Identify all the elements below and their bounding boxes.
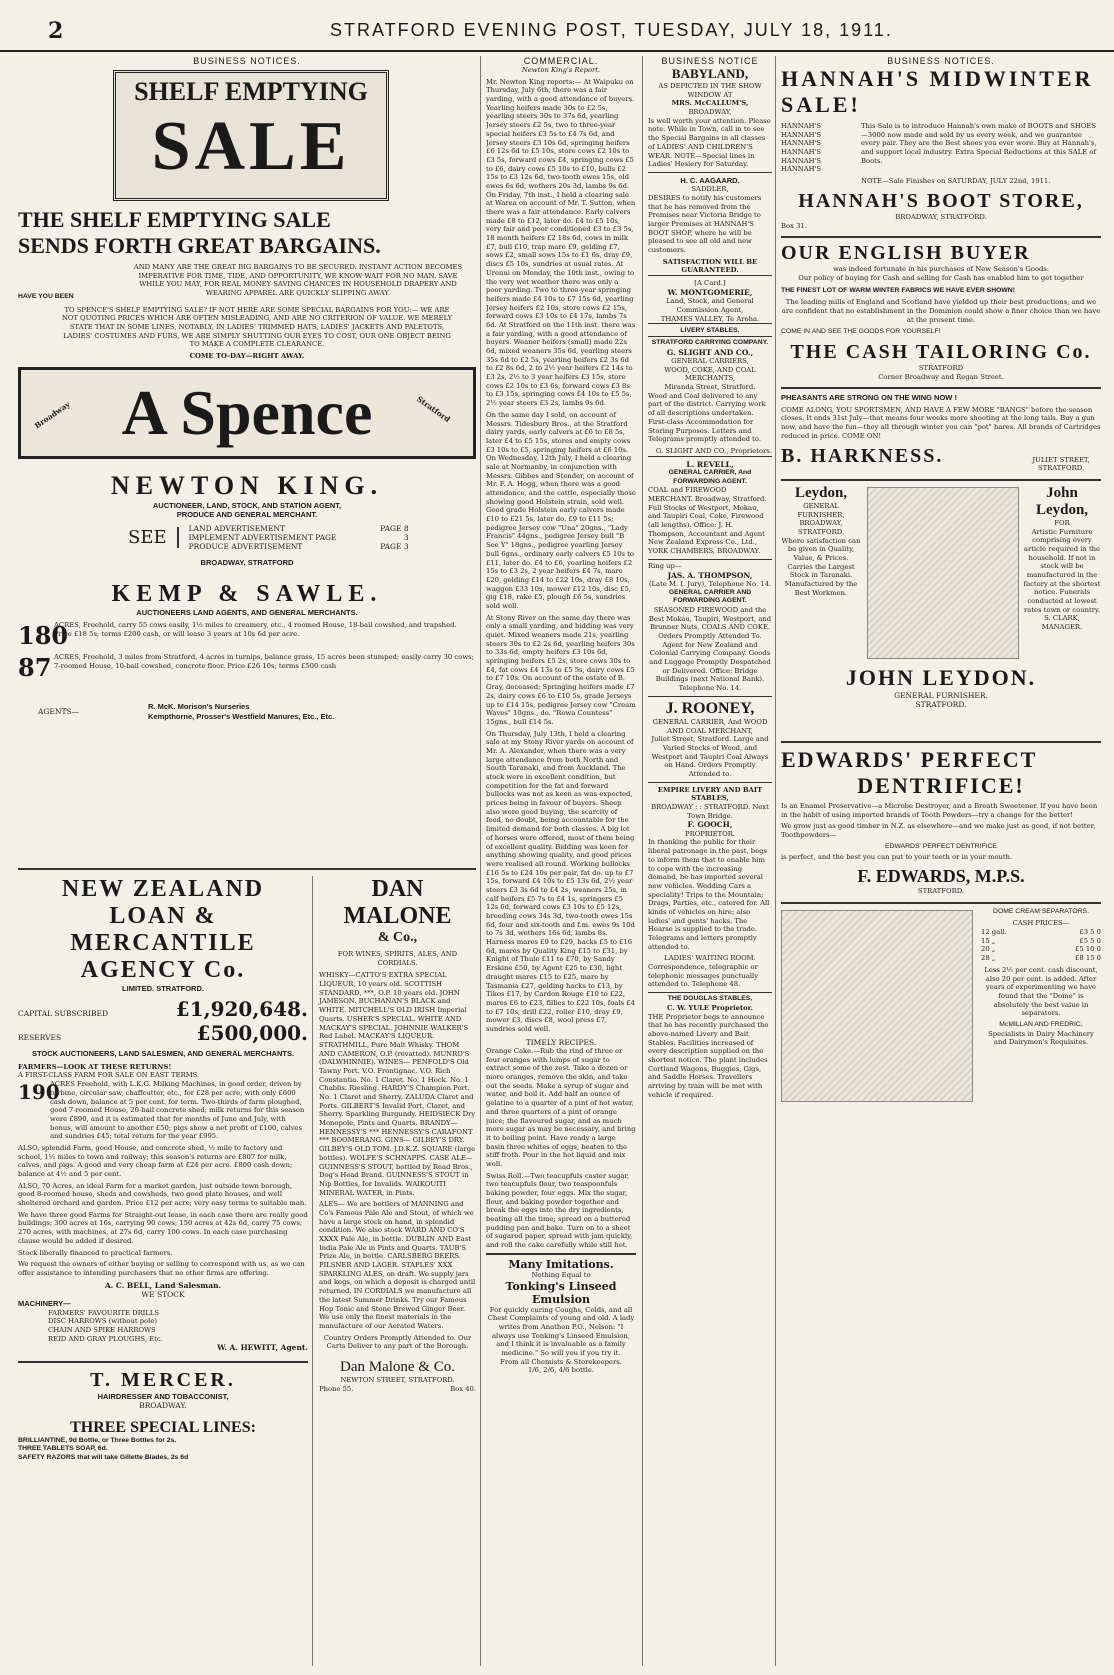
report-paragraph: At Stony River on the same day there was only a small yarding, and bidding was very quiet. Mixed weaners made 21s, yearling steers 30s to £2 2s 6d, yearling heifers 30s to 33s 6d, empty heifers £3 10s 6d, springing heifers £5 2s, store cows 30s to £4, fat cows £4 13s to £5 5s, dairy cows £5 to £7 10s. On account of the estate of B. Gray, deceased: Springing heifers made £7 2s, dairy cows £6 to £10 5s, grade Jerseys up to £14 15s, pedigree Jersey cow "Cream Waves" 10gns., do. "Rowa Countess" 15gns., bull £14 5s.: [486, 613, 636, 726]
column-rule: [775, 56, 776, 1666]
first-class-farm: A FIRST-CLASS FARM FOR SALE ON EAST TERMS.: [18, 1071, 200, 1080]
headline-shelf-sale: THE SHELF EMPTYING SALE: [18, 207, 331, 232]
edwards-sub: EDWARDS' PERFECT DENTRIFICE: [885, 842, 997, 850]
nzl-block: [18, 876, 308, 1666]
leydon-right-2: Leydon,: [1035, 501, 1089, 518]
sale-text-1: AND MANY ARE THE GREAT BIG BARGAINS TO BE SECURED. INSTANT ACTION BECOMES IMPERATIVE FOR TIME, TIDE, AND OPPORTUNITY, WE KNOW WAIT FOR NO MAN. SAVE WHILE YOU MAY, FOR REAL MONEY SAVING CHANCES IN HOUSEHOLD DRAPERY AND WEARING APPAREL ARE QUICKLY SLIPPING AWAY.: [133, 263, 463, 298]
buyer-text-1: was indeed fortunate in his purchases of New Season's Goods.: [832, 265, 1050, 274]
lot-number: 190: [18, 1080, 60, 1105]
john-leydon-sub: GENERAL FURNISHER.: [894, 690, 988, 700]
slight-signature: G. SLIGHT AND CO., Proprietors.: [655, 446, 772, 455]
dan-malone-block: [312, 876, 476, 1666]
nzl-title-2: LOAN & MERCANTILE: [70, 903, 256, 956]
ring-up: Ring up—: [648, 559, 772, 571]
dan-malone-address: NEWTON STREET, STRATFORD.: [340, 1375, 455, 1384]
col1-block: [18, 56, 476, 866]
dan-malone-phone: Phone 55.: [319, 1384, 354, 1393]
dan-malone-list: WHISKY—CATTO'S EXTRA SPECIAL LIQUEUR, 10 years old. SCOTTISH STANDARD, ***, O.P. 10 years old. JOHN JAMESON. BUCHANAN'S BLACK and WHITE. MITCHELL'S OLD IRISH Imperial Quarts. USHER'S SPECIAL. WHITE AND MACKAY'S SPECIAL. JOHNNIE WALKER'S Red Label. MACKAY'S LIQUEUR. STRATHMILL, Pure Malt Whisky. THOM AND CAMERON, O.P. (revatted). MUNRO'S (DALWHINNIE). WINES— PENFOLD'S Old Tawny Port. V.O. Frontignac. V.O. Rich Constantia. No. 1 Claret. No. 1 Hock. No. 1 Chablis. Riesling. HARDY'S Champion Port. No. 1 Claret and Sherry. ZALUDA Claret and Ports. GILBERT'S Invalid Port, Claret, and Sherry. Sparkling Burgundy. HEIDSIECK Dry Monopole, Pints and Quarts. BRANDY— HENNESSY'S *** HENNESSY'S CARAFONT *** BOOMERANG. GINS— GILBEY'S DRY. GILBEY'S OLD TOM. J.D.K.Z. SQUARE (large bottles). WOLFE'S SCHNAPPS. CASE ALE— GUINNESS'S STOUT, bottled by Read Bros., Dog's Head Brand. GUINNESS'S STOUT in Nip Bottles, for Invalids. WAIKOUITI MINERAL WATER, in Pints.: [319, 971, 476, 1197]
lot-number: 87: [18, 653, 52, 683]
montgomerie-name: W. MONTGOMERIE,: [667, 287, 753, 297]
john-leydon-address: STRATFORD.: [915, 700, 967, 710]
slight-sub: GENERAL CARRIERS,: [671, 357, 749, 365]
hannah-boot-address: BROADWAY, STRATFORD.: [895, 212, 987, 221]
babyland-address: BROADWAY,: [688, 108, 732, 117]
thompson-text: SEASONED FIREWOOD and the Best Mokau, Taupiri, Westport, and Brunner Nuts, COALS AND COKE. Orders Promptly Attended To. Agent for New Zealand and Colonial Carrying Company. Goods and Luggage Promptly Despatched or Delivered. Office: Bridge Buildings (next National Bank). Telephone No. 14.: [648, 605, 772, 693]
machinery-item: DISC HARROWS (without pole): [48, 1317, 158, 1326]
aagaard-trade: SADDLER,: [691, 185, 729, 194]
mercer-address: BROADWAY.: [139, 1401, 187, 1411]
commercial-column: [486, 56, 636, 1666]
col4-block: [781, 56, 1101, 1666]
hannah-note: NOTE—Sale Finishes on SATURDAY, JULY 22nd, 1911.: [861, 177, 1051, 186]
correspondence: Correspondence, telegraphic or telephonic messages punctually attended to. Telephone 48.: [648, 963, 759, 989]
newton-king-address: BROADWAY, STRATFORD: [200, 557, 294, 567]
farmers-look: FARMERS—LOOK AT THESE RETURNS!: [18, 1062, 172, 1071]
lot-text: ACRES, Freehold, carry 55 cows easily, 1½ miles to creamery, etc., 4 roomed House, 18-bail cowshed, and trapshed. Price £18 5s; terms £200 cash, or will lease 3 years at 10s 6d per acre.: [54, 621, 457, 639]
agents-1: R. McK. Morison's Nurseries: [148, 702, 250, 712]
leydon-left-name: Leydon,: [794, 484, 848, 501]
gooch-sub: PROPRIETOR.: [685, 829, 735, 838]
cash-tailoring: THE CASH TAILORING Co.: [790, 341, 1092, 363]
reserves-value: £500,000.: [196, 1021, 308, 1046]
section-rule: [18, 868, 476, 870]
leydon-right-text: Artistic Furniture comprising every article required in the household. If not in stock will be manufactured in the factory at the shortest notice. Funerals conducted at lowest rates town or country.: [1023, 527, 1101, 614]
three-lines: THREE SPECIAL LINES:: [70, 1418, 256, 1436]
reserves-label: RESERVES: [18, 1033, 62, 1043]
card-label: [A Card.]: [648, 275, 772, 288]
pheasants-text: COME ALONG, YOU SPORTSMEN, AND HAVE A FEW MORE "BANGS" before the season closes. It ends 31st July—that means four weeks more shooting at the long tails. Buy a gun now, and have the fun—they all through winter you can "pot" hares. All brands of Cartridges reduced in price. COME ON!: [781, 405, 1101, 440]
hannah-list-item: HANNAH'S: [781, 148, 822, 157]
see-page: PAGE 8: [380, 523, 409, 533]
spence-right: Stratford: [415, 394, 452, 425]
nzl-title-3: AGENCY Co.: [80, 957, 246, 983]
spence-name: A Spence: [121, 376, 373, 448]
montgomerie-sub: Land, Stock, and General Commission Agent,: [666, 297, 754, 314]
dan-malone-signature: Dan Malone & Co.: [340, 1358, 455, 1375]
babyland-text: Is well worth your attention. Please note. While in Town, call in to see the Special Bargains in all classes of LADIES' AND CHILDREN'S WEAR. NOTE—Special lines in Ladies' Hosiery for Saturday.: [648, 116, 771, 169]
babyland: BABYLAND,: [671, 66, 749, 81]
sale-banner-top: SHELF EMPTYING: [134, 77, 368, 106]
nzl-limited: LIMITED. STRATFORD.: [122, 984, 204, 993]
recipe: Orange Cake.—Rub the rind of three or four oranges with lumps of sugar to extract some of the zest. Take a dozen or more oranges, remove the skin, and take out the seeds. Make a syrup of sugar and water, and boil it. Add half an ounce of gelatine to a quarter of a pint of hot water, and three quarters of a pint of orange juice; the flavoured sugar, and as much more sugar as may be necessary, and bring it to boiling point. Have ready a large basin three whites of eggs, beaten to the stiff froth. Pour in the hot liquid and mix well.: [486, 1047, 636, 1168]
newspaper-title: STRATFORD EVENING POST, TUESDAY, JULY 18, 1911.: [330, 20, 893, 40]
kemp-sawle-title: KEMP & SAWLE.: [111, 581, 383, 608]
pheasants-headline: PHEASANTS ARE STRONG ON THE WING NOW !: [781, 393, 957, 403]
report-paragraph: Mr. Newton King reports:— At Waipuku on Thursday, July 6th, there was a fair yarding, with a good attendance of buyers. Yearling heifers made 30s to £2 5s, yearling steers 30s to 37s 6d, yearling Jersey steers £2 5s, two to three-year special heifers £3 5s to £4 7s 6d, and Jersey steers £3 10s 6d, springing heifers £6 12s 6d to £5 10s, store cows £2 10s to £3 5s, forward cows £4, springing cows £5 to £6, dairy cows £5 10s to £10, bulls £2 15s to £3 12s 6d, two-tooth ewes 15s, old ewes 6s 6d, wethers 20s 3d, lambs 9s 6d. On Friday, 7th inst., I held a clearing sale at Warea on account of Mr. T. Sutton, when there was a fair attendance. Early calvers made £8 to £12, later do. £4 to £5 10s, very fair and poor conditioned £3 to £3 5s, 18 month heifers £2 18s 6d, cows in milk £7, bull £10, trap mare £9, gelding £7, sows £2, small sows 15s to £1 6s, dray £9, discs £5 10s, sundries at usual rates. At Urenui on Monday, the 10th inst., owing to the very wet weather there was only a poor yarding. Two to three-year springing heifers made £4 10s to £7 15s 6d, yearling Jersey heifers £2 10s, store cows £2 15s, forward cows £3 10s to £4 17s, lambs 7s 6d. At Stratford on the 11th inst. there was a fair yarding, with a good attendance of buyers. Weaner heifers (small) made 22s 6d, mixed weaners 35s 6d, yearling steers 35s 6d to £2 5s, yearling heifers £2 3s 6d to £2 8s 6d, 2 to 2½ year heifers £2 14s to £3 2s, 2½ to 3 year heifers £3 15s, store cows £2 10s to £3 6s, forward cows £3 8s to £3 15s, springing cows £4 10s to £5 5s, 2½ year steers £3 2s, lambs 9s 6d.: [486, 77, 636, 408]
edwards-address: STRATFORD.: [917, 887, 965, 895]
dome-price: £5 5 0: [1079, 936, 1101, 945]
see-item: IMPLEMENT ADVERTISEMENT PAGE: [188, 532, 337, 542]
also-2: ALSO, 70 Acres, an ideal Farm for a market garden, just outside town borough, good 8-roomed house, sheds and cowsheds, two good plate houses, and well sheltered orchard and garden. Price £12 per acre; very easy terms to suitable man.: [18, 1181, 307, 1208]
slight-sub2: WOOD, COKE, AND COAL MERCHANTS,: [664, 365, 756, 383]
nzl-sub: STOCK AUCTIONEERS, LAND SALESMEN, AND GENERAL MERCHANTS.: [31, 1049, 295, 1059]
also-1: ALSO, splendid Farm, good House, and concrete shed, ½ mile to factory and school, 1½ miles to town and railway; this season's returns are £807 for milk, calves, and pigs. A good and very cheap farm at £24 per acre. £800 cash down; balance at 4½ and 5 per cent.: [18, 1143, 293, 1178]
see-label: SEE: [128, 527, 179, 548]
yule-text: THE Proprietor begs to announce that he has recently purchased the above-named Livery and Bait Stables. Facilities increased of every description supplied on the shortest notice. The plant includes Cortland Wagons, Buggies, Gigs, and Saddle Horses. Travellers arriving by train will be met with vehicle if required.: [648, 1012, 769, 1099]
yule-name: C. W. YULE Proprietor.: [667, 1003, 753, 1012]
revell-sub: GENERAL CARRIER, And FORWARDING AGENT.: [668, 468, 752, 485]
leydon-left-sub: GENERAL FURNISHER,: [797, 501, 845, 519]
dome-price: £5 10 0: [1075, 945, 1101, 954]
sale-banner-big: SALE: [151, 108, 351, 185]
dome-firm-sub: Specialists in Dairy Machinery and Dairymen's Requisites.: [988, 1029, 1094, 1047]
column-header: BUSINESS NOTICE: [661, 56, 759, 66]
hannah-boot-store: HANNAH'S BOOT STORE,: [798, 189, 1084, 212]
bell-signature: A. C. BELL, Land Salesman.: [104, 1280, 222, 1290]
see-page: PAGE 3: [380, 542, 409, 552]
slight-text: Wood and Coal delivered to any part of the district. Carrying work of all descriptions undertaken. First-class Accommodation for Storing Purposes. Letters and Telegrams promptly attended to.: [648, 391, 766, 444]
come-in: COME IN AND SEE THE GOODS FOR YOURSELF!: [781, 328, 941, 336]
hannah-list-item: HANNAH'S: [781, 130, 822, 139]
livery-stables: LIVERY STABLES.: [648, 323, 772, 336]
capital-label: CAPITAL SUBSCRIBED: [18, 1009, 108, 1019]
aagaard-text: DESIRES to notify his customers that he has removed from the Premises near Victoria Bridge to larger Premises at HANNAH'S BOOT SHOP, where he will be pleased to see all old and new customers.: [648, 193, 762, 255]
leydon-left-text: Where satisfaction can be given in Quality, Value, & Prices. Carries the Largest Stock in Taranaki. Manufactured by the Best Workmen.: [781, 536, 861, 597]
newton-king-sub2: PRODUCE AND GENERAL MERCHANT.: [176, 510, 318, 520]
dan-malone-co: & Co.,: [377, 930, 418, 945]
rooney-name: J. ROONEY,: [648, 696, 772, 718]
column-header: COMMERCIAL.: [523, 56, 599, 66]
edwards-text-2: We grow just as good timber in N.Z. as elsewhere—and we make just as good, if not better, Toothpowders—: [781, 822, 1096, 839]
babyland-name: MRS. McCALLUM'S,: [671, 99, 749, 108]
leydon-left-address: BROADWAY, STRATFORD.: [797, 519, 845, 536]
tonking-price: 1/6, 2/6, 4/6 bottle.: [528, 1366, 594, 1375]
dome-price: £8 15 0: [1075, 954, 1101, 963]
gooch-text: In thanking the public for their liberal patronage in the past, begs to inform them that to enable him to cope with the increasing demand, he has imported several new vehicles. Wedding Cars a speciality! Trips to the Mountain; Drags, Parties, etc., catered for. All kinds of vehicles on hire; also ladies' and gents' hacks. The Hearse is supplied to the trade. Telegrams and letters promptly attended to.: [648, 838, 770, 951]
hannah-text: This Sale is to introduce Hannah's own make of BOOTS and SHOES—3000 now made and sold by us every week, and we guarantee every pair. They are the Best shoes you ever wore. Buy at Hannah's, and support local industry. Extra Special Reductions at this SALE of Boots.: [861, 122, 1097, 165]
edwards-title-2: DENTRIFICE!: [857, 772, 1025, 798]
lot-text: ACRES, Freehold, 3 miles from Stratford, 4 acres in turnips, balance grass, 15 acres been stumped; easily carry 30 cows; 7-roomed House, 10-bail cowshed, concrete floor. Price £26 10s; terms £500 cash: [54, 653, 474, 671]
edwards-name: F. EDWARDS, M.P.S.: [857, 866, 1025, 886]
leydon-right-for: FOR: [1054, 518, 1070, 527]
sale-banner: [113, 70, 389, 201]
dan-malone-country: Country Orders Promptly Attended to. Our Carts Deliver to any part of the Borough.: [323, 1333, 472, 1351]
leydon-portrait: [867, 487, 1019, 659]
lot-number: 180: [18, 621, 69, 651]
ladies-waiting: LADIES' WAITING ROOM.: [664, 954, 756, 963]
page-number: 2: [48, 18, 64, 44]
dan-malone-ales: ALES— We are bottlers of MANNING and Co's Famous Pale Ale and Stout, of which we have a large stock on hand, in splendid condition. We also stock WARD AND CO'S XXXX Pale Ale, in bottle. DUBLIN AND East India Pale Ale in Pints and Quarts. TAUB'S Prize Ale, in bottle. CARLSBERG BEERS. PILSNER AND LAGER. STAPLES' XXX SPARKLING ALES, on draft. We supply jars and kegs, on which a deposit is charged until returned. IN CORDIALS we manufacture all the latest Summer Drinks. Try our Famous Hop Tonic and Stone Brewed Ginger Beer. We use only the finest materials in the manufacture of our Aerated Waters.: [319, 1200, 476, 1330]
hannah-list-item: HANNAH'S: [781, 139, 822, 148]
thompson-sub2: GENERAL CARRIER AND FORWARDING AGENT.: [668, 588, 752, 605]
kemp-sawle-sub: AUCTIONEERS LAND AGENTS, AND GENERAL MERCHANTS.: [136, 608, 358, 618]
stratford-carrying: STRATFORD CARRYING COMPANY.: [648, 336, 772, 348]
empire-stables: EMPIRE LIVERY AND BAIT STABLES,: [648, 782, 772, 803]
revell-name: L. REVELL,: [648, 456, 772, 469]
edwards-text-3: is perfect, and the best you can put to your teeth or in your mouth.: [781, 853, 1013, 862]
edwards-title-1: EDWARDS' PERFECT: [781, 746, 1038, 772]
dan-malone-box: Box 40.: [450, 1384, 476, 1393]
machinery-item: FARMERS' FAVOURITE DRILLS: [48, 1308, 160, 1317]
report-paragraph: On Thursday, July 13th, I held a clearing sale at my Stony River yards on account of Mr. A. Alexander, when there was a very large attendance from both North and South Taranaki, and from Auckland. The stock were in excellent condition, but competition for the fat and forward bullocks was not as keen as was expected, prices being in favour of buyers. Sheep also were good buying, the scarcity of feed, no doubt, being accountable for the limited demand for both classes. A big lot of horses were offered, most of them being of excellent quality. Bidding was keen for anything showing quality, and good prices were realised all round. Working bullocks £16 5s to £24 10s per pair, fat do. up to £7 15s, forward £4 10s to £5 13s 6d, 2½ year steers £3 3s 6d to £4 2s, weaners 25s, in calf heifers £5 7s to £4 1s, springers £5 12s 6d, forward cows £3 10s to £5 12s, breeding cows 34s 3d, two-tooth ewes 15s 6d, four and six-tooth and f.m. ewes 9s 10d to 7s 3d, wethers 16s 6d, lambs 8s. Harness mares £9 to £29, hacks £5 to £16 6d, mares by Quality King £15 to £31, by Knight of Thule £11 to £70, by Sandy Erskine £50, by Agent £25 to £30, light draught mares £15 to £25, mare by Tasmania £27, gelding hacks to £13, by Tikos £17, by Cardon Rouge £10 to £22, mares £6 to £23, fillies to £22 10s, foals £4 to £7 10s, drill £22, roller £10, dray £9, mower £3, discs £8, wool press £7, sundries sold well.: [486, 729, 635, 1033]
machinery-item: CHAIN AND SPIKE HARROWS: [48, 1326, 156, 1335]
have-you-been: HAVE YOU BEEN: [18, 293, 74, 300]
dome-title: DOME CREAM SEPARATORS.: [993, 907, 1089, 915]
sale-text-2: TO SPENCE'S SHELF EMPTYING SALE? IF NOT HERE ARE SOME SPECIAL BARGAINS FOR YOU:— WE ARE NOT QUOTING PRICES WHICH ARE OFTEN MISLEADING, AND ARE NO CRITERION OF VALUE. WE MERELY STATE THAT IN SOME LINES, NOTABLY, IN LADIES' TRIMMED HATS, LADIES' JACKETS AND PALETOTS, LADIES' COSTUMES AND FURS, WE ARE SIMPLY SHUTTING OUR EYES TO COST, OUR ONE OBJECT BEING TO MAKE A COMPLETE CLEARANCE.: [61, 305, 453, 349]
machinery-item: REID AND GRAY PLOUGHS, Etc.: [48, 1334, 163, 1343]
douglas-stables: THE DOUGLAS STABLES,: [648, 992, 772, 1004]
cash-prices: CASH PRICES—: [1012, 919, 1070, 928]
special-line: SAFETY RAZORS that will take Gillette Blades, 2s 6d: [18, 1453, 189, 1461]
tonking-from: From all Chemists & Storekeepers.: [500, 1357, 622, 1366]
babyland-sub: AS DEPICTED IN THE SHOW WINDOW AT: [658, 82, 762, 99]
newton-king-title: NEWTON KING.: [110, 470, 384, 500]
dome-gallons: 15 „: [981, 936, 996, 945]
hannah-box: Box 31.: [781, 221, 807, 230]
dome-gallons: 28 „: [981, 954, 996, 963]
request-text: We request the owners of either buying or selling to correspond with us, as we can offer assistance to intending purchasers that no other firms are offering.: [18, 1260, 305, 1277]
column-rule: [480, 56, 481, 1666]
dome-firm: McMILLAN AND FREDRIC,: [999, 1020, 1083, 1028]
revell-text: COAL and FIREWOOD MERCHANT. Broadway, Stratford. Full Stocks of Westport, Mokau, and Taupiri Coal, Coke, Firewood (all lengths). Office: J. H. Thompson, Accountant and Agent New Zealand Express Co., Ltd., YORK CHAMBERS, BROADWAY.: [648, 486, 767, 556]
cash-tailoring-address: STRATFORD: [918, 364, 964, 372]
timely-recipes: TIMELY RECIPES.: [525, 1037, 597, 1047]
dome-gallons: 20 „: [981, 945, 996, 954]
see-item: PRODUCE ADVERTISEMENT: [188, 542, 303, 552]
thompson-name: JAS. A. THOMPSON,: [667, 570, 753, 580]
business-notice-column: [642, 56, 772, 1666]
slight-name: G. SLIGHT AND CO.,: [666, 347, 754, 357]
special-line: BRILLIANTINE, 9d Bottle, or Three Bottles for 2s.: [18, 1436, 177, 1444]
rooney-text: Juliet Street, Stratford. Large and Varied Stocks of Wood, and Westport and Taupiri Coal Always on Hand. Orders Promptly Attended to.: [651, 735, 769, 778]
many-imitations: Many Imitations.: [508, 1257, 614, 1271]
lot-text: ACRES Freehold, with L.K.G. Milking Machines, in good order, driven by turbine, circular saw, chaffcutter, etc., for £28 per acre, with only £600 cash down, balance at 5 per cent. for term. Two-thirds of farm ploughed, good 7-roomed House, 20-bail concrete shed; milk returns for this season were £890, and it is estimated that for months of June and July, with bonus, will amount to another £50; pigs show a net profit of £100, calves and sundries £45; total return for the year £995.: [50, 1080, 305, 1141]
cash-tailoring-corner: Corner Broadway and Regan Street.: [878, 372, 1004, 381]
mercer-title: T. MERCER.: [90, 1368, 236, 1391]
agents-label: AGENTS—: [38, 707, 80, 717]
edwards-text-1: Is an Enamel Preservative—a Microbe Destroyer, and a Breath Sweetener. If you have been in the habit of using imported brands of Tooth Powders—try a change for the better!: [781, 801, 1098, 819]
dome-gallons: 12 gall.: [981, 928, 1007, 937]
column-header: BUSINESS NOTICES.: [887, 56, 995, 66]
dome-price: £3 5 0: [1079, 928, 1101, 937]
we-stock: WE STOCK: [141, 1289, 185, 1299]
masthead: [0, 0, 1114, 52]
agents-2: Kempthorne, Prosser's Westfield Manures, Etc., Etc.: [148, 711, 335, 721]
leydon-clark: S. CLARK, MANAGER.: [1041, 614, 1083, 632]
buyer-text-3: The leading mills of England and Scotland have yielded up their best productions, and we are confident that no establishment in the Dominion could show a finer choice than we have at the present time.: [781, 298, 1101, 324]
special-line: THREE TABLETS SOAP, 6d.: [18, 1445, 108, 1453]
hannah-list-item: HANNAH'S: [781, 122, 822, 130]
report-paragraph: On the same day I sold, on account of Messrs. Tidesbury Bros., at the Stratford dairy yards, early calvers at £6 to £8 5s, later £4 to £5 15s, stores and empty cows £3 10s to £5, springing heifers at £6 10s. On Wednesday, 12th July, I held a clearing sale at Normanby, in conjunction with Messrs. Gibbes and Stender, on account of Mr. F. A. Hogg, when there was a good attendance, and the cattle, especially those showing good Holstein strain, sold well. Good grade Holstein early calvers made £10 to £21 5s, later do. £9 to £11 5s; pedigree Jersey cow "Una" 20gns., "Lady Francis" 44gns., pedigree Jersey bull "B See Y" 18gns., pedigree yearling Jersey bull 6gns., ordinary early calvers £5 10s to £11, later do. £4 to £6, yearling heifers £2 15s to £3 2s, 2 year heifers £4 7s, mare £20, gelding £14 to £22 10s, dray £8 10s, waggon £33 10s, mower £12 10s, disc £5, gig £18, rake £5, plough £6 5s, sundries sold well.: [486, 410, 636, 610]
dan-malone-for: FOR WINES, SPIRITS, ALES, AND CORDIALS.: [337, 950, 458, 967]
buyer-text-2: Our policy of buying for Cash and selling for Cash has enabled him to get together: [798, 273, 1084, 282]
nothing-equal: Nothing Equal to: [531, 1270, 591, 1279]
mercer-sub: HAIRDRESSER AND TOBACCONIST,: [97, 1391, 229, 1401]
nzl-title-1: NEW ZEALAND: [61, 876, 265, 902]
report-sub: Newton King's Report.: [521, 66, 601, 74]
finest-fabrics: THE FINEST LOT OF WARM WINTER FABRICS WE HAVE EVER SHOWN!: [781, 286, 1015, 294]
john-leydon: JOHN LEYDON.: [845, 664, 1037, 690]
slight-address: Miranda Street, Stratford.: [664, 383, 756, 392]
tonking-title: Tonking's Linseed Emulsion: [505, 1279, 617, 1306]
machinery-label: MACHINERY—: [18, 1299, 71, 1309]
separator-illustration: [781, 910, 973, 1102]
headline-bargains: SENDS FORTH GREAT BARGAINS.: [18, 233, 381, 258]
hewitt-signature: W. A. HEWITT, Agent.: [217, 1343, 308, 1353]
recipe: Swiss Roll.—Two teacupfuls caster sugar, two teacupfuls flour, two teaspoonfuls baking powder, four eggs. Mix the sugar, flour, and baking powder together and break the eggs into the dry ingredients, beating all the time; spread on a buttered pudding pan and bake. Turn on to a sheet of sugared paper, spread with jam quickly, and roll the cake carefully while still hot.: [486, 1171, 633, 1250]
spence-left: Broadway: [32, 399, 72, 431]
montgomerie-address: THAMES VALLEY, Te Aroha.: [660, 314, 760, 323]
see-item: LAND ADVERTISEMENT: [188, 523, 285, 533]
aagaard-satisfaction: SATISFACTION WILL BE GUARANTEED.: [662, 257, 758, 275]
thompson-sub: (Late M. I. Jury), Telephone No. 14.: [648, 579, 772, 588]
spence-banner: [18, 367, 476, 459]
also-3: We have three good Farms for Straight-out lease, in each case there are really good buildings; 300 acres at 16s, carrying 90 cows; 150 acres at 42s 6d, carry 75 cows; 270 acres, with machines, at 27s 6d, carry 100 cows. In each case purchasing clause would be added if desired.: [18, 1210, 308, 1245]
see-page: 3: [403, 532, 409, 542]
aagaard-name: H. C. AAGAARD.: [648, 172, 772, 185]
leydon-right-1: John: [1046, 484, 1078, 501]
english-buyer: OUR ENGLISH BUYER: [781, 242, 1031, 265]
hannah-list-item: HANNAH'S: [781, 156, 822, 165]
rooney-sub: GENERAL CARRIER, And WOOD AND COAL MERCHANT,: [652, 717, 768, 735]
harkness-address: JULIET STREET, STRATFORD.: [1032, 455, 1090, 473]
column-header: BUSINESS NOTICES.: [193, 56, 301, 66]
newton-king-sub: AUCTIONEER, LAND, STOCK, AND STATION AGENT,: [152, 500, 342, 510]
tonking-text: For quickly curing Coughs, Colds, and all Chest Complaints of young and old. A lady writes from Anathon P.O., Nelson: "I always use Tonking's Linseed Emulsion, and I think it is invaluable as a family medicine." So will you if you try it.: [487, 1305, 635, 1357]
hannah-list-item: HANNAH'S: [781, 165, 822, 174]
harkness-name: B. HARKNESS.: [781, 444, 944, 467]
come-today: COME TO-DAY—RIGHT AWAY.: [189, 352, 305, 361]
dan-malone-title: DAN MALONE: [343, 876, 452, 929]
stock-financed: Stock liberally financed to practical farmers.: [18, 1248, 173, 1257]
gooch-name: F. GOOCH,: [687, 820, 733, 830]
dome-text: Less 2½ per cent. cash discount, also 20 per cent. is added. After years of experimenting we have found that the "Dome" is absolutely the best value in separators.: [984, 965, 1098, 1018]
capital-value: £1,920,648.: [175, 997, 308, 1022]
empire-address: BROADWAY : : STRATFORD. Next Town Bridge.: [651, 803, 769, 820]
hannah-title: HANNAH'S MIDWINTER SALE!: [781, 66, 1094, 117]
